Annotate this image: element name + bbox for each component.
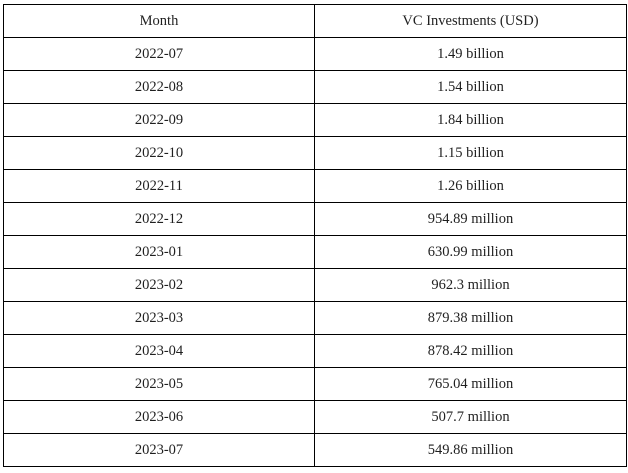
investment-cell: 549.86 million <box>315 434 627 467</box>
table-row <box>4 170 627 203</box>
investment-cell: 630.99 million <box>315 236 627 269</box>
header-row <box>4 5 627 38</box>
investment-cell: 962.3 million <box>315 269 627 302</box>
table-row <box>4 335 627 368</box>
table-row <box>4 269 627 302</box>
table-row <box>4 137 627 170</box>
month-cell: 2023-05 <box>4 368 315 401</box>
month-cell: 2022-10 <box>4 137 315 170</box>
month-cell: 2023-06 <box>4 401 315 434</box>
table-row <box>4 401 627 434</box>
table-row <box>4 38 627 71</box>
column-header-vc-investments: VC Investments (USD) <box>315 5 627 38</box>
vc-investments-table <box>3 4 627 467</box>
investment-cell: 507.7 million <box>315 401 627 434</box>
column-header-month: Month <box>4 5 315 38</box>
month-cell: 2022-12 <box>4 203 315 236</box>
month-cell: 2022-07 <box>4 38 315 71</box>
table-row <box>4 104 627 137</box>
investment-cell: 878.42 million <box>315 335 627 368</box>
investment-cell: 1.49 billion <box>315 38 627 71</box>
month-cell: 2023-04 <box>4 335 315 368</box>
table-row <box>4 302 627 335</box>
month-cell: 2022-09 <box>4 104 315 137</box>
investment-cell: 879.38 million <box>315 302 627 335</box>
table-row <box>4 236 627 269</box>
table-row <box>4 203 627 236</box>
month-cell: 2023-07 <box>4 434 315 467</box>
investment-cell: 954.89 million <box>315 203 627 236</box>
investment-cell: 1.15 billion <box>315 137 627 170</box>
month-cell: 2022-08 <box>4 71 315 104</box>
month-cell: 2023-02 <box>4 269 315 302</box>
table-row <box>4 434 627 467</box>
month-cell: 2023-03 <box>4 302 315 335</box>
investment-cell: 1.54 billion <box>315 71 627 104</box>
investment-cell: 1.26 billion <box>315 170 627 203</box>
table-row <box>4 71 627 104</box>
investment-cell: 1.84 billion <box>315 104 627 137</box>
month-cell: 2022-11 <box>4 170 315 203</box>
investment-cell: 765.04 million <box>315 368 627 401</box>
month-cell: 2023-01 <box>4 236 315 269</box>
table-row <box>4 368 627 401</box>
